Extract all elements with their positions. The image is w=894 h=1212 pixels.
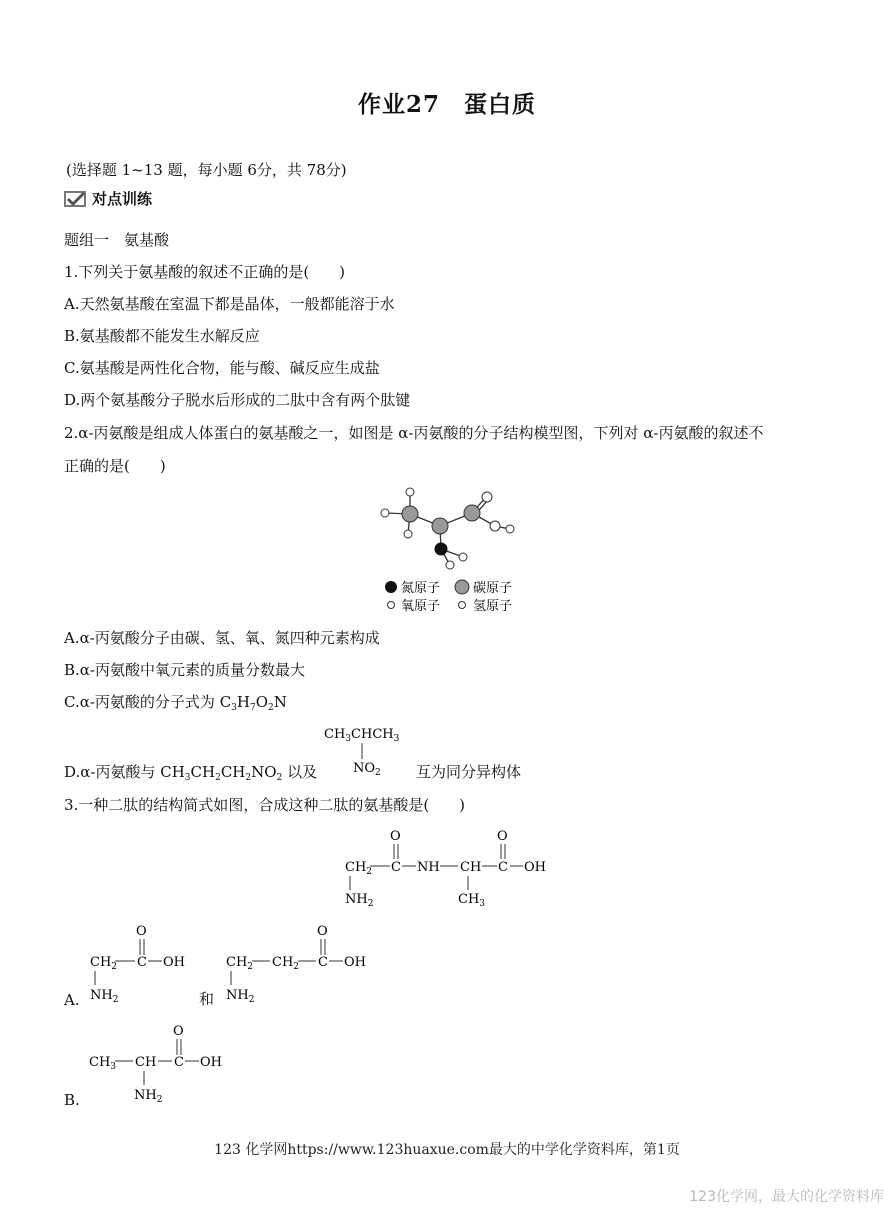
q2-option-c (64, 692, 287, 718)
svg-text:NH2: $NH_2$ (226, 988, 255, 1005)
svg-text:CH2: $CH_2$ (272, 955, 300, 972)
svg-text:CH: CH (135, 1055, 157, 1070)
svg-text:CH3: $CH_3$ (89, 1055, 117, 1072)
q3-option-b-label: B. (64, 1091, 80, 1109)
svg-text:OH: OH (163, 955, 185, 970)
group-label: 题组一 氨基酸 (64, 231, 170, 249)
svg-text:CH3CHCH3: $CH_3CHCH_3$ (324, 727, 400, 744)
q3-option-a-label: A. (64, 991, 80, 1009)
svg-text:CH: CH (460, 860, 482, 875)
q3-option-a-beta-alanine (222, 918, 382, 1008)
legend-nitrogen-marker (385, 581, 397, 593)
q2-option-a: A.α-丙氨酸分子由碳、氢、氧、氮四种元素构成 (64, 629, 380, 647)
svg-text:C: C (391, 860, 401, 875)
section-label: 对点训练 (92, 190, 153, 208)
checkmark-badge-icon (64, 191, 86, 207)
svg-text:C: C (318, 955, 328, 970)
svg-text:CH2: $CH_2$ (90, 955, 118, 972)
svg-text:CH2: $CH_2$ (226, 955, 254, 972)
svg-text:NO2: $NO_2$ (353, 761, 381, 776)
section-heading (64, 189, 152, 209)
q2-stem-line1: 2.α-丙氨酸是组成人体蛋白的氨基酸之一，如图是 α-丙氨酸的分子结构模型图，下列对 α-丙氨酸的叙述不 (64, 424, 764, 442)
legend-oxygen: 氧原子 (401, 599, 441, 614)
svg-text:O: O (317, 924, 328, 939)
svg-text:O: O (497, 829, 508, 844)
legend-nitrogen: 氮原子 (401, 581, 441, 596)
nitropropane-structure (320, 724, 415, 776)
q2-option-d-suffix: 互为同分异构体 (416, 763, 522, 781)
watermark: 123化学网，最大的化学资料库 (689, 1189, 884, 1205)
q1-option-c: C.氨基酸是两性化合物，能与酸、碱反应生成盐 (64, 359, 380, 377)
svg-text:CH3: $CH_3$ (458, 892, 486, 909)
q2-option-d-prefix: D.α-丙氨酸与 (64, 763, 161, 781)
svg-text:NH: NH (417, 860, 440, 875)
svg-text:NH2: $NH_2$ (345, 892, 374, 909)
q2-option-c-prefix: C.α-丙氨酸的分子式为 (64, 693, 220, 711)
svg-text:NH2: $NH_2$ (90, 988, 119, 1005)
svg-text:CH2: $CH_2$ (345, 860, 373, 877)
alanine-molecule-model (370, 482, 530, 617)
q2-option-b: B.α-丙氨酸中氧元素的质量分数最大 (64, 661, 305, 679)
q2-option-d-formula: $CH_3CH_2CH_2NO_2$ (160, 763, 283, 783)
q1-option-a: A.天然氨基酸在室温下都是晶体，一般都能溶于水 (64, 295, 395, 313)
q3-option-a-glycine (86, 918, 201, 1008)
svg-text:O: O (390, 829, 401, 844)
svg-text:OH: OH (200, 1055, 222, 1070)
svg-text:C: C (174, 1055, 184, 1070)
page-footer: 123 化学网https://www.123huaxue.com最大的中学化学资料库，第1页 (214, 1142, 680, 1158)
svg-text:C: C (498, 860, 508, 875)
svg-text:NH2: $NH_2$ (134, 1088, 163, 1105)
legend-oxygen-marker (388, 602, 395, 609)
q2-option-d (64, 762, 317, 788)
q3-option-b-alanine (86, 1018, 246, 1108)
legend-carbon: 碳原子 (473, 581, 513, 596)
q2-stem-line2: 正确的是( ) (64, 457, 166, 475)
q3-stem: 3.一种二肽的结构简式如图，合成这种二肽的氨基酸是( ) (64, 796, 466, 814)
page-title: 作业27 蛋白质 (357, 91, 536, 118)
legend-hydrogen-marker (459, 602, 466, 609)
q1-option-b: B.氨基酸都不能发生水解反应 (64, 327, 260, 345)
q1-option-d: D.两个氨基酸分子脱水后形成的二肽中含有两个肽键 (64, 391, 411, 409)
svg-text:O: O (173, 1024, 184, 1039)
dipeptide-structure (340, 825, 560, 910)
svg-text:O: O (136, 924, 147, 939)
legend-carbon-marker (455, 580, 469, 594)
svg-text:C: C (137, 955, 147, 970)
q2-option-c-formula: $C_3H_7O_2N$ (219, 693, 287, 713)
q3-option-a-and: 和 (199, 990, 215, 1008)
instructions: (选择题 1~13 题，每小题 6分，共 78分) (66, 161, 347, 179)
svg-text:OH: OH (344, 955, 366, 970)
q2-option-d-mid: 以及 (282, 763, 318, 781)
q1-stem: 1.下列关于氨基酸的叙述不正确的是( ) (64, 263, 346, 281)
legend-hydrogen: 氢原子 (473, 599, 513, 614)
svg-text:OH: OH (524, 860, 546, 875)
